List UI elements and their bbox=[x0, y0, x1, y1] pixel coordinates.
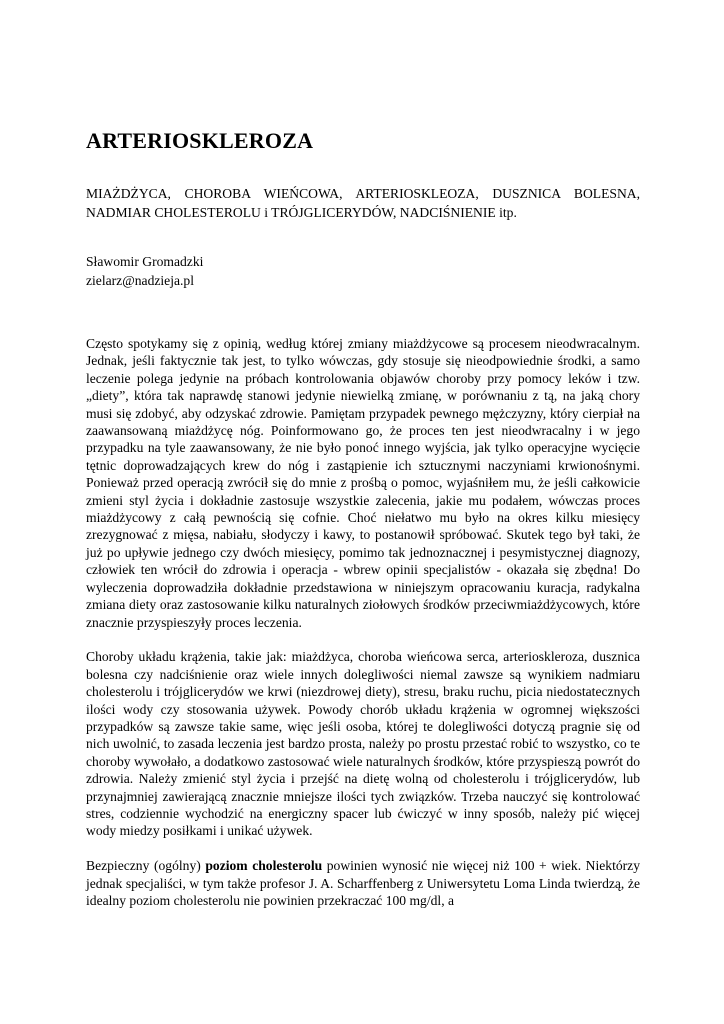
document-title: ARTERIOSKLEROZA bbox=[86, 128, 314, 153]
paragraph-3 bbox=[86, 857, 640, 909]
article-body bbox=[86, 335, 640, 927]
paragraph-3-rest: powinien wynosić nie więcej niż 100 + wiek. Niektórzy jednak specjaliści, w tym także profesor J. A. Scharffenberg z Uniwersytetu Loma Linda twierdzą, że idealny poziom cholesterolu nie powinien przekraczać 100 mg/dl, a bbox=[86, 858, 641, 909]
document-subtitle: MIAŻDŻYCA, CHOROBA WIEŃCOWA, ARTERIOSKLEOZA, DUSZNICA BOLESNA, NADMIAR CHOLESTEROLU i TRÓJGLICERYDÓW, NADCIŚNIENIE itp. bbox=[86, 186, 640, 220]
author-block bbox=[86, 252, 203, 290]
cholesterol-level-term: poziom cholesterolu bbox=[205, 858, 323, 874]
author-name: Sławomir Gromadzki bbox=[86, 254, 204, 269]
paragraph-3-intro: Bezpieczny (ogólny) bbox=[86, 858, 206, 874]
paragraph-2: Choroby układu krążenia, takie jak: miażdżyca, choroba wieńcowa serca, arterioskleroza, dusznica bolesna czy nadciśnienie oraz wiele innych dolegliwości niemal zawsze są wynikiem nadmiaru cholesterolu i trójglicerydów we krwi (niezdrowej diety), stresu, braku ruchu, picia niedostatecznych ilości wody czy stosowania używek. Powody chorób układu krążenia w ogromnej większości przypadków są zawsze takie same, więc jeśli osoba, której te dolegliwości dotyczą pragnie się od nich uwolnić, to zasada leczenia jest bardzo prosta, należy po prostu przestać robić to wszystko, co te choroby wywołało, a dodatkowo zastosować wiele naturalnych środków, które przyspieszą powrót do zdrowia. Należy zmienić styl życia i przejść na dietę wolną od cholesterolu i trójglicerydów, lub przynajmniej zawierającą znacznie mniejsze ilości tych związków. Trzeba nauczyć się kontrolować stres, codziennie wychodzić na energiczny spacer lub ćwiczyć w inny sposób, należy pić więcej wody miedzy posiłkami i unikać używek. bbox=[86, 649, 640, 839]
author-email: zielarz@nadzieja.pl bbox=[86, 273, 194, 288]
paragraph-1: Często spotykamy się z opinią, według której zmiany miażdżycowe są procesem nieodwracalnym. Jednak, jeśli faktycznie tak jest, to tylko wówczas, gdy stosuje się nieodpowiednie środki, a samo leczenie polega jedynie na próbach kontrolowania objawów choroby przy pomocy leków i tzw. „diety”, która tak naprawdę stanowi jedynie niewielką zmianę, w porównaniu z tą, na jaką chory musi się zdobyć, aby odzyskać zdrowie. Pamiętam przypadek pewnego mężczyzny, który cierpiał na zaawansowaną miażdżycę nóg. Poinformowano go, że proces ten jest nieodwracalny i w jego przypadku na tyle zaawansowany, że nie było ponoć innego wyjścia, jak tylko operacyjne wycięcie tętnic doprowadzających krew do nóg i zastąpienie ich sztucznymi naczyniami krwionośnymi. Ponieważ przed operacją zwrócił się do mnie z prośbą o pomoc, wyjaśniłem mu, że jeśli całkowicie zmieni styl życia i dokładnie zastosuje wszystkie zalecenia, jakie mu podałem, wówczas proces miażdżycowy z całą pewnością się cofnie. Choć niełatwo mu było na okres kilku miesięcy zrezygnować z mięsa, nabiału, słodyczy i kawy, to postanowił spróbować. Skutek tego był taki, że już po upływie jednego czy dwóch miesięcy, pomimo tak jednoznacznej i pesymistycznej diagnozy, człowiek ten wrócił do zdrowia i operacja - wbrew opinii specjalistów - okazała się zbędna! Do wyleczenia doprowadziła dokładnie przedstawiona w niniejszym opracowaniu kuracja, radykalna zmiana diety oraz zastosowanie kilku naturalnych ziołowych środków przeciwmiażdżycowych, które znacznie przyspieszyły proces leczenia. bbox=[86, 336, 640, 630]
